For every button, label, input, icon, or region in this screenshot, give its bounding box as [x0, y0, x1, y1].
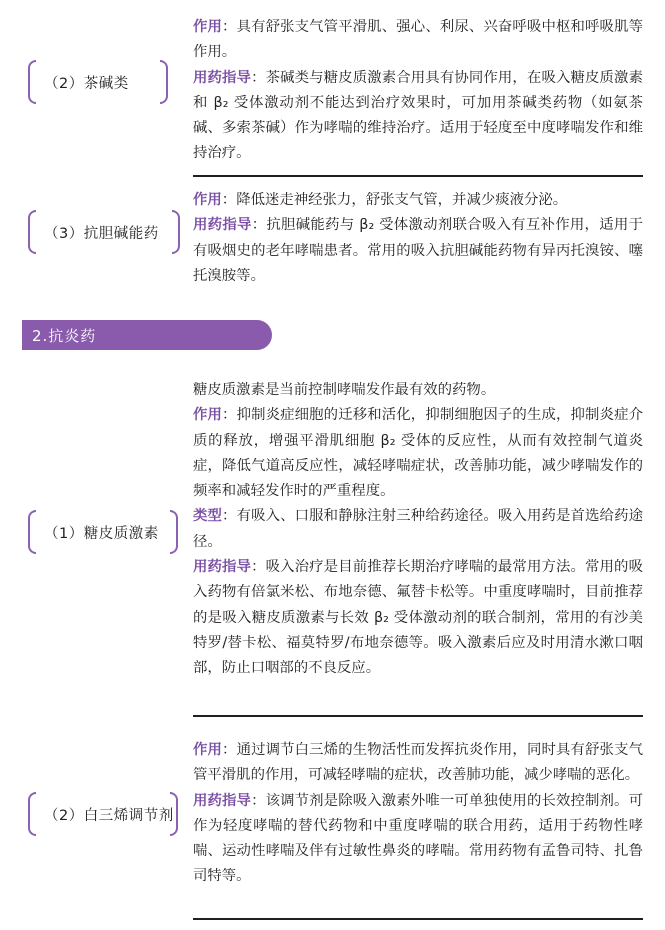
leukotriene-label [28, 792, 178, 836]
type-text: ：有吸入、口服和静脉注射三种给药途径。吸入用药是首选给药途径。 [193, 508, 643, 550]
leukotriene-content [193, 738, 643, 890]
guidance-keyword: 用药指导 [193, 69, 252, 86]
label-text: （3）抗胆碱能药 [44, 225, 159, 242]
theophylline-label [28, 60, 168, 104]
effect-text: ：通过调节白三烯的生物活性而发挥抗炎作用，同时具有舒张支气管平滑肌的作用，可减轻哮喘的症状，改善肺功能，减少哮喘的恶化。 [193, 742, 643, 784]
guidance-keyword: 用药指导 [193, 217, 252, 234]
effect-keyword: 作用 [193, 742, 223, 758]
guidance-keyword: 用药指导 [193, 792, 252, 809]
right-bracket [160, 60, 168, 104]
glucocorticoid-content [193, 378, 643, 682]
effect-text: ：降低迷走神经张力，舒张支气管，并减少痰液分泌。 [221, 192, 568, 208]
guidance-text: ：吸入治疗是目前推荐长期治疗哮喘的最常用方法。常用的吸入药物有倍氯米松、布地奈德、氟替卡松等。中重度哮喘时，目前推荐的是吸入糖皮质激素与长效 β₂ 受体激动剂的联合制剂，常用的有沙美特罗/替卡松、福莫特罗/布地奈德等。吸入激素后应及时用清水漱口咽部，防止口咽部的不良反应。 [193, 559, 643, 677]
effect-text: ：抑制炎症细胞的迁移和活化，抑制细胞因子的生成，抑制炎症介质的释放，增强平滑肌细胞 β₂ 受体的反应性，从而有效控制气道炎症，降低气道高反应性，减轻哮喘症状，改善肺功能，减少哮喘发作的频率和减轻发作时的严重程度。 [193, 407, 643, 500]
effect-keyword: 作用 [193, 407, 223, 424]
intro-text: 糖皮质激素是当前控制哮喘发作最有效的药物。 [193, 382, 496, 398]
right-bracket [170, 510, 178, 554]
label-text: （2）茶碱类 [44, 75, 129, 92]
label-text: （1）糖皮质激素 [44, 525, 159, 542]
effect-keyword: 作用 [193, 192, 222, 208]
right-bracket [172, 210, 180, 254]
type-keyword: 类型 [193, 508, 223, 525]
divider-rule [193, 715, 643, 717]
left-bracket [28, 792, 36, 836]
section-banner: 2.抗炎药 [22, 320, 272, 350]
glucocorticoid-label [28, 510, 178, 554]
theophylline-content [193, 15, 643, 167]
divider-rule [193, 918, 643, 920]
guidance-text: ：该调节剂是除吸入激素外唯一可单独使用的长效控制剂。可作为轻度哮喘的替代药物和中重度哮喘的联合用药，适用于药物性哮喘、运动性哮喘及伴有过敏性鼻炎的哮喘。常用药物有孟鲁司特、扎鲁司特等。 [193, 792, 643, 885]
label-text: （2）白三烯调节剂 [44, 807, 174, 824]
left-bracket [28, 510, 36, 554]
left-bracket [28, 210, 36, 254]
anticholinergic-content [193, 188, 643, 289]
divider-rule [193, 175, 643, 177]
left-bracket [28, 60, 36, 104]
guidance-text: ：抗胆碱能药与 β₂ 受体激动剂联合吸入有互补作用，适用于有吸烟史的老年哮喘患者。常用的吸入抗胆碱能药物有异丙托溴铵、噻托溴胺等。 [193, 217, 643, 284]
effect-keyword: 作用 [193, 19, 223, 35]
effect-text: ：具有舒张支气管平滑肌、强心、利尿、兴奋呼吸中枢和呼吸肌等作用。 [193, 19, 643, 61]
guidance-keyword: 用药指导 [193, 559, 252, 576]
guidance-text: ：茶碱类与糖皮质激素合用具有协同作用，在吸入糖皮质激素和 β₂ 受体激动剂不能达到治疗效果时，可加用茶碱类药物（如氨茶碱、多索茶碱）作为哮喘的维持治疗。适用于轻度至中度哮喘发作和维持治疗。 [193, 69, 643, 162]
right-bracket [170, 792, 178, 836]
anticholinergic-label [28, 210, 180, 254]
